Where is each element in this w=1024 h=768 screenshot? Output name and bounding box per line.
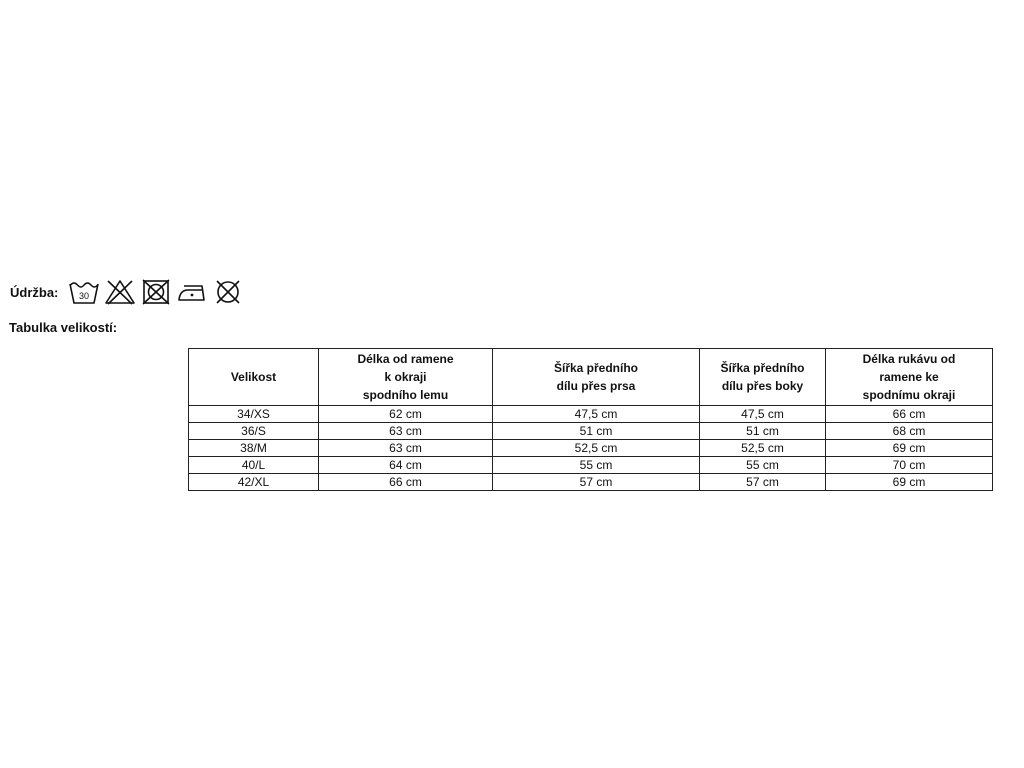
table-row xyxy=(189,440,993,457)
table-header-row xyxy=(189,349,993,406)
header-line: Velikost xyxy=(230,370,277,384)
cell-size: 40/L xyxy=(189,457,319,474)
header-line: spodnímu okraji xyxy=(862,388,956,402)
cell-hip-width: 55 cm xyxy=(700,457,826,474)
header-sleeve-length xyxy=(826,349,993,406)
table-row xyxy=(189,423,993,440)
size-table xyxy=(188,348,993,491)
care-icons xyxy=(68,278,244,306)
care-section xyxy=(10,276,244,308)
header-size xyxy=(189,349,319,406)
iron-low-icon xyxy=(176,278,208,306)
header-line: k okraji xyxy=(384,370,427,384)
header-line: ramene ke xyxy=(879,370,939,384)
no-tumble-dry-icon xyxy=(140,278,172,306)
header-line: Šířka předního xyxy=(720,361,805,375)
cell-hip-width: 47,5 cm xyxy=(700,406,826,423)
header-line: dílu přes prsa xyxy=(556,379,636,393)
cell-size: 42/XL xyxy=(189,474,319,491)
cell-chest-width: 51 cm xyxy=(493,423,700,440)
table-row xyxy=(189,457,993,474)
header-chest-width xyxy=(493,349,700,406)
care-label: Údržba: xyxy=(10,284,59,300)
cell-sleeve-length: 69 cm xyxy=(826,474,993,491)
wash-30-icon xyxy=(68,278,100,306)
no-dry-clean-icon xyxy=(212,278,244,306)
cell-size: 38/M xyxy=(189,440,319,457)
cell-shoulder-to-hem: 63 cm xyxy=(319,423,493,440)
cell-chest-width: 52,5 cm xyxy=(493,440,700,457)
cell-shoulder-to-hem: 62 cm xyxy=(319,406,493,423)
wash-temperature: 30 xyxy=(79,291,90,301)
cell-size: 36/S xyxy=(189,423,319,440)
cell-shoulder-to-hem: 66 cm xyxy=(319,474,493,491)
header-line: Šířka předního xyxy=(553,361,639,375)
cell-size: 34/XS xyxy=(189,406,319,423)
header-line: spodního lemu xyxy=(362,388,449,402)
cell-sleeve-length: 69 cm xyxy=(826,440,993,457)
table-row xyxy=(189,474,993,491)
header-line: Délka od ramene xyxy=(357,352,454,366)
size-table-title: Tabulka velikostí: xyxy=(9,320,118,335)
cell-hip-width: 57 cm xyxy=(700,474,826,491)
cell-sleeve-length: 66 cm xyxy=(826,406,993,423)
cell-chest-width: 55 cm xyxy=(493,457,700,474)
cell-sleeve-length: 68 cm xyxy=(826,423,993,440)
cell-hip-width: 51 cm xyxy=(700,423,826,440)
cell-shoulder-to-hem: 63 cm xyxy=(319,440,493,457)
header-hip-width xyxy=(700,349,826,406)
cell-shoulder-to-hem: 64 cm xyxy=(319,457,493,474)
cell-sleeve-length: 70 cm xyxy=(826,457,993,474)
header-line: dílu přes boky xyxy=(721,379,804,393)
header-shoulder-to-hem xyxy=(319,349,493,406)
table-row xyxy=(189,406,993,423)
cell-chest-width: 47,5 cm xyxy=(493,406,700,423)
cell-chest-width: 57 cm xyxy=(493,474,700,491)
header-line: Délka rukávu od xyxy=(862,352,956,366)
cell-hip-width: 52,5 cm xyxy=(700,440,826,457)
no-bleach-icon xyxy=(104,278,136,306)
